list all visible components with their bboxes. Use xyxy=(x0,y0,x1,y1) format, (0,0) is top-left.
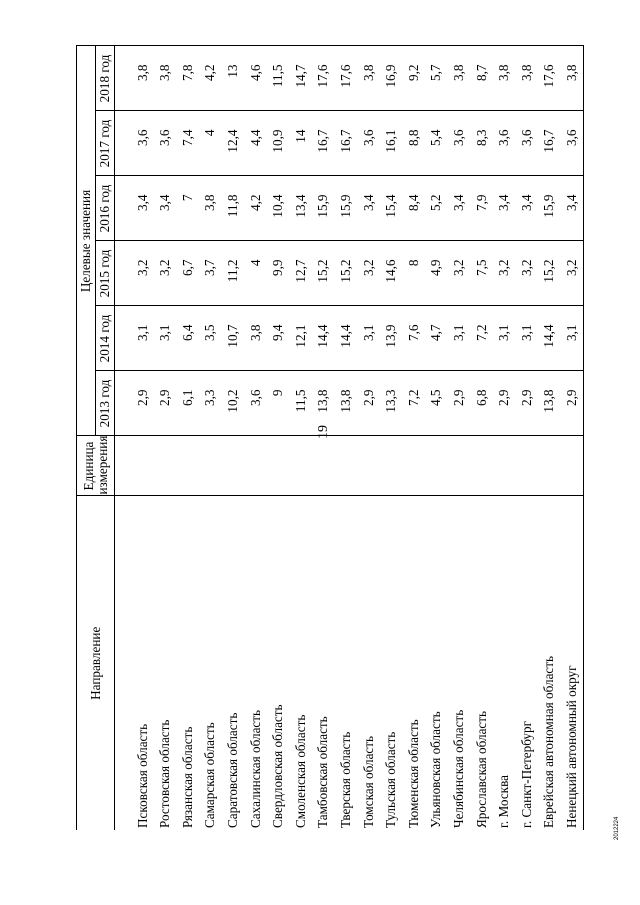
target-value-cell: 2,9 xyxy=(357,371,380,436)
table-row xyxy=(425,46,448,830)
target-value-cell: 17,6 xyxy=(334,46,357,111)
target-value-cell: 15,4 xyxy=(380,176,403,241)
target-value-cell: 7,5 xyxy=(470,241,493,306)
region-name: Ненецкий автономный округ xyxy=(560,496,583,830)
target-value-cell: 3,1 xyxy=(560,306,583,371)
target-value-cell: 3,8 xyxy=(447,46,470,111)
target-value-cell: 13,9 xyxy=(380,306,403,371)
target-value-cell: 5,4 xyxy=(425,111,448,176)
region-name: г. Санкт-Петербург xyxy=(515,496,538,830)
target-value-cell: 5,7 xyxy=(425,46,448,111)
target-value-cell: 3,7 xyxy=(199,241,222,306)
table-row xyxy=(199,46,222,830)
target-value-cell: 3,6 xyxy=(154,111,177,176)
region-name: Ростовская область xyxy=(154,496,177,830)
target-value-cell: 2,9 xyxy=(447,371,470,436)
target-value-cell: 3,4 xyxy=(560,176,583,241)
target-value-cell: 7,6 xyxy=(402,306,425,371)
target-value-cell: 11,8 xyxy=(221,176,244,241)
target-value-cell: 8,4 xyxy=(402,176,425,241)
target-value-cell: 3,4 xyxy=(447,176,470,241)
unit-cell xyxy=(447,436,470,496)
header-year: 2014 год xyxy=(96,306,115,371)
target-value-cell: 16,9 xyxy=(380,46,403,111)
target-value-cell: 15,9 xyxy=(334,176,357,241)
table-row xyxy=(131,46,154,830)
target-value-cell: 4,9 xyxy=(425,241,448,306)
region-name: Самарская область xyxy=(199,496,222,830)
target-value-cell: 9,2 xyxy=(402,46,425,111)
target-value-cell: 7,9 xyxy=(470,176,493,241)
header-target-values: Целевые значения xyxy=(77,46,96,436)
target-value-cell: 8,3 xyxy=(470,111,493,176)
target-value-cell: 14,7 xyxy=(289,46,312,111)
target-value-cell: 3,2 xyxy=(493,241,516,306)
target-value-cell: 2,9 xyxy=(515,371,538,436)
target-value-cell: 10,7 xyxy=(221,306,244,371)
table-row xyxy=(221,46,244,830)
target-value-cell: 3,3 xyxy=(199,371,222,436)
target-value-cell: 2,9 xyxy=(560,371,583,436)
target-value-cell: 3,8 xyxy=(357,46,380,111)
target-value-cell: 10,4 xyxy=(267,176,290,241)
target-value-cell: 3,2 xyxy=(560,241,583,306)
target-value-cell: 3,2 xyxy=(357,241,380,306)
region-name: Смоленская область xyxy=(289,496,312,830)
target-value-cell: 3,8 xyxy=(560,46,583,111)
target-value-cell: 16,1 xyxy=(380,111,403,176)
target-value-cell: 3,6 xyxy=(493,111,516,176)
target-value-cell: 3,6 xyxy=(447,111,470,176)
target-value-cell: 16,7 xyxy=(334,111,357,176)
header-year: 2015 год xyxy=(96,241,115,306)
target-value-cell: 9,9 xyxy=(267,241,290,306)
unit-cell xyxy=(560,436,583,496)
target-value-cell: 6,4 xyxy=(176,306,199,371)
target-value-cell: 15,9 xyxy=(538,176,561,241)
header-year: 2013 год xyxy=(96,371,115,436)
target-value-cell: 3,1 xyxy=(131,306,154,371)
table-spacer-row xyxy=(115,46,132,830)
unit-cell xyxy=(199,436,222,496)
table-row xyxy=(357,46,380,830)
header-row xyxy=(77,46,96,830)
table-row xyxy=(560,46,583,830)
target-value-cell: 3,6 xyxy=(560,111,583,176)
target-value-cell: 7,2 xyxy=(402,371,425,436)
region-name: Тюменская область xyxy=(402,496,425,830)
target-value-cell: 10,9 xyxy=(267,111,290,176)
target-value-cell: 8,7 xyxy=(470,46,493,111)
unit-cell xyxy=(154,436,177,496)
region-name: Еврейская автономная область xyxy=(538,496,561,830)
target-value-cell: 3,2 xyxy=(154,241,177,306)
region-name: Челябинская область xyxy=(447,496,470,830)
unit-cell xyxy=(334,436,357,496)
target-value-cell: 4,2 xyxy=(199,46,222,111)
target-value-cell: 3,4 xyxy=(131,176,154,241)
target-value-cell: 3,6 xyxy=(131,111,154,176)
target-value-cell: 3,1 xyxy=(515,306,538,371)
target-value-cell: 15,9 xyxy=(312,176,335,241)
target-value-cell: 2,9 xyxy=(154,371,177,436)
table-row xyxy=(493,46,516,830)
target-value-cell: 3,2 xyxy=(515,241,538,306)
region-name: Псковская область xyxy=(131,496,154,830)
target-value-cell: 16,7 xyxy=(312,111,335,176)
header-year: 2017 год xyxy=(96,111,115,176)
target-value-cell: 17,6 xyxy=(312,46,335,111)
target-value-cell: 13,8 xyxy=(312,371,335,436)
target-value-cell: 14,4 xyxy=(312,306,335,371)
unit-cell xyxy=(538,436,561,496)
table-row xyxy=(244,46,267,830)
target-value-cell: 13,3 xyxy=(380,371,403,436)
target-value-cell: 9,4 xyxy=(267,306,290,371)
target-value-cell: 14,6 xyxy=(380,241,403,306)
target-value-cell: 3,4 xyxy=(357,176,380,241)
target-value-cell: 3,4 xyxy=(493,176,516,241)
region-name: г. Москва xyxy=(493,496,516,830)
target-value-cell: 17,6 xyxy=(538,46,561,111)
target-value-cell: 12,4 xyxy=(221,111,244,176)
table-row xyxy=(334,46,357,830)
target-value-cell: 11,2 xyxy=(221,241,244,306)
target-value-cell: 3,8 xyxy=(244,306,267,371)
document-code: 2012224 xyxy=(614,816,620,840)
target-value-cell: 12,7 xyxy=(289,241,312,306)
target-value-cell: 11,5 xyxy=(267,46,290,111)
target-value-cell: 4,6 xyxy=(244,46,267,111)
target-value-cell: 7,2 xyxy=(470,306,493,371)
header-unit: Единица измерения xyxy=(77,436,115,496)
unit-cell xyxy=(131,436,154,496)
target-value-cell: 13,4 xyxy=(289,176,312,241)
target-value-cell: 6,1 xyxy=(176,371,199,436)
target-value-cell: 3,6 xyxy=(357,111,380,176)
target-value-cell: 4 xyxy=(199,111,222,176)
region-name: Ульяновская область xyxy=(425,496,448,830)
header-direction: Направление xyxy=(77,496,115,830)
region-name: Рязанская область xyxy=(176,496,199,830)
target-value-cell: 3,1 xyxy=(493,306,516,371)
unit-cell xyxy=(380,436,403,496)
region-name: Тульская область xyxy=(380,496,403,830)
table-row xyxy=(402,46,425,830)
unit-cell xyxy=(357,436,380,496)
table-row xyxy=(312,46,335,830)
header-year: 2016 год xyxy=(96,176,115,241)
table-row xyxy=(447,46,470,830)
target-value-cell: 3,4 xyxy=(154,176,177,241)
target-value-cell: 6,8 xyxy=(470,371,493,436)
target-value-cell: 4,7 xyxy=(425,306,448,371)
unit-cell xyxy=(244,436,267,496)
target-value-cell: 3,1 xyxy=(447,306,470,371)
target-value-cell: 4 xyxy=(244,241,267,306)
target-value-cell: 4,5 xyxy=(425,371,448,436)
target-value-cell: 3,8 xyxy=(154,46,177,111)
unit-cell xyxy=(425,436,448,496)
target-value-cell: 7,4 xyxy=(176,111,199,176)
target-value-cell: 14,4 xyxy=(538,306,561,371)
unit-cell xyxy=(289,436,312,496)
target-value-cell: 13,8 xyxy=(334,371,357,436)
target-value-cell: 3,8 xyxy=(515,46,538,111)
target-value-cell: 13,8 xyxy=(538,371,561,436)
target-value-cell: 3,4 xyxy=(515,176,538,241)
target-value-cell: 14 xyxy=(289,111,312,176)
unit-cell xyxy=(470,436,493,496)
region-name: Сахалинская область xyxy=(244,496,267,830)
target-value-cell: 7 xyxy=(176,176,199,241)
target-value-cell: 8,8 xyxy=(402,111,425,176)
region-name: Тамбовская область xyxy=(312,496,335,830)
unit-cell xyxy=(312,436,335,496)
target-value-cell: 12,1 xyxy=(289,306,312,371)
table-row xyxy=(380,46,403,830)
target-value-cell: 3,6 xyxy=(244,371,267,436)
table-row xyxy=(267,46,290,830)
target-value-cell: 3,5 xyxy=(199,306,222,371)
target-values-table xyxy=(76,45,584,830)
target-value-cell: 11,5 xyxy=(289,371,312,436)
target-value-cell: 3,8 xyxy=(199,176,222,241)
target-value-cell: 8 xyxy=(402,241,425,306)
table-row xyxy=(289,46,312,830)
target-value-cell: 3,8 xyxy=(493,46,516,111)
target-value-cell: 16,7 xyxy=(538,111,561,176)
region-name: Тверская область xyxy=(334,496,357,830)
target-value-cell: 5,2 xyxy=(425,176,448,241)
page-number: 19 xyxy=(316,425,331,439)
unit-cell xyxy=(402,436,425,496)
target-value-cell: 4,2 xyxy=(244,176,267,241)
target-value-cell: 2,9 xyxy=(493,371,516,436)
target-value-cell: 3,8 xyxy=(131,46,154,111)
table-row xyxy=(538,46,561,830)
unit-cell xyxy=(267,436,290,496)
table-row xyxy=(154,46,177,830)
table-body xyxy=(115,46,584,830)
target-value-cell: 15,2 xyxy=(334,241,357,306)
region-name: Свердловская область xyxy=(267,496,290,830)
unit-cell xyxy=(515,436,538,496)
target-value-cell: 3,6 xyxy=(515,111,538,176)
target-value-cell: 10,2 xyxy=(221,371,244,436)
target-value-cell: 3,1 xyxy=(357,306,380,371)
target-value-cell: 7,8 xyxy=(176,46,199,111)
region-name: Саратовская область xyxy=(221,496,244,830)
unit-cell xyxy=(493,436,516,496)
region-name: Ярославская область xyxy=(470,496,493,830)
unit-cell xyxy=(221,436,244,496)
target-value-cell: 6,7 xyxy=(176,241,199,306)
target-value-cell: 4,4 xyxy=(244,111,267,176)
rotated-table-container xyxy=(76,46,584,830)
target-value-cell: 9 xyxy=(267,371,290,436)
target-value-cell: 3,2 xyxy=(131,241,154,306)
unit-cell xyxy=(176,436,199,496)
target-value-cell: 15,2 xyxy=(312,241,335,306)
target-value-cell: 13 xyxy=(221,46,244,111)
target-value-cell: 15,2 xyxy=(538,241,561,306)
target-value-cell: 2,9 xyxy=(131,371,154,436)
table-row xyxy=(470,46,493,830)
region-name: Томская область xyxy=(357,496,380,830)
target-value-cell: 3,2 xyxy=(447,241,470,306)
header-year: 2018 год xyxy=(96,46,115,111)
target-value-cell: 3,1 xyxy=(154,306,177,371)
table-row xyxy=(515,46,538,830)
table-row xyxy=(176,46,199,830)
target-value-cell: 14,4 xyxy=(334,306,357,371)
